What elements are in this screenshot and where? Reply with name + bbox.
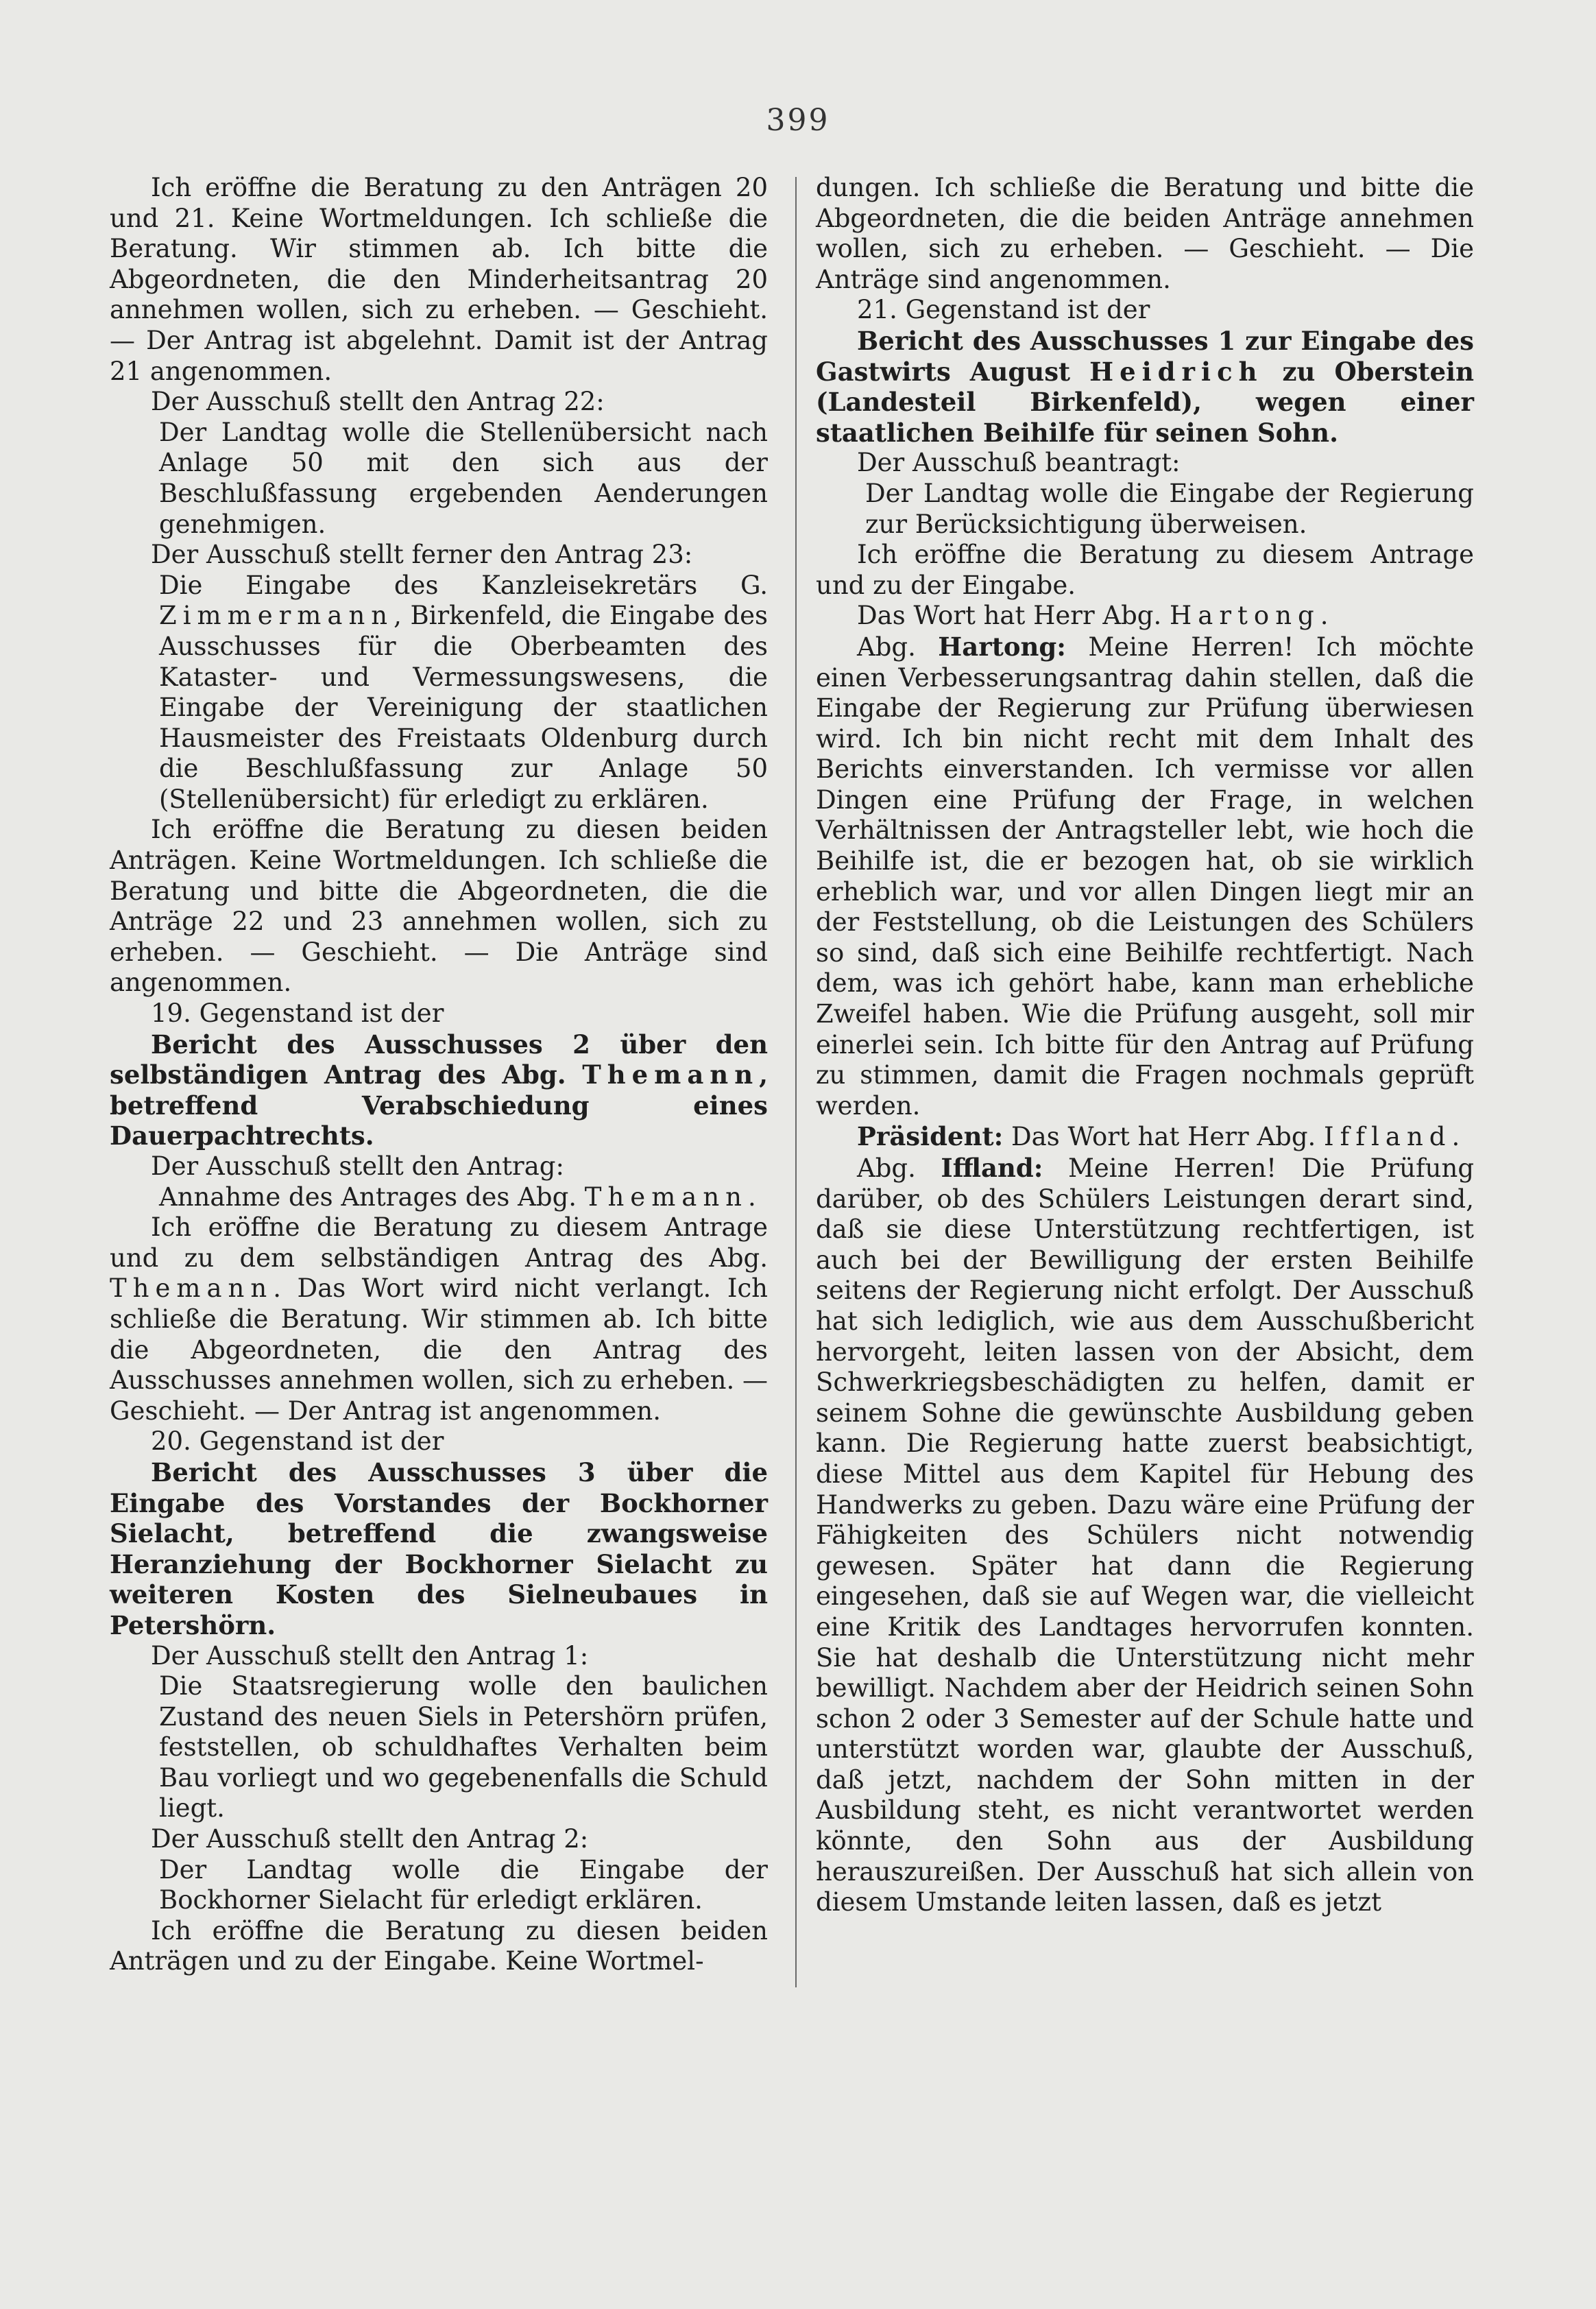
paragraph: Der Ausschuß stellt den Antrag 2: [151, 1824, 589, 1854]
report-heading: Bericht des Ausschusses 2 über den selbständigen Antrag des Abg. Themann, betreffend Verabschiedung eines Dauerpachtrechts. [110, 1029, 768, 1151]
left-column [110, 173, 768, 1977]
name-spaced: Iffland [1324, 1122, 1452, 1152]
paragraph: Der Ausschuß stellt ferner den Antrag 23: [151, 540, 693, 570]
motion-text: Die Eingabe des Kanzleisekretärs G. Zimmermann, Birkenfeld, die Eingabe des Ausschusses für die Oberbeamten des Kataster- und Vermessungswesens, die Eingabe der Vereinigung der staatlichen Hausmeister des Freistaats Oldenburg durch die Beschlußfassung zur Anlage 50 (Stellenübersicht) für erledigt zu erklären. [159, 570, 768, 814]
paragraph: Der Ausschuß beantragt: [857, 448, 1181, 478]
report-heading: Bericht des Ausschusses 3 über die Eingabe des Vorstandes der Bockhorner Sielacht, betreffend die zwangsweise Heranziehung der Bockhorner Sielacht zu weiteren Kosten des Sielneubaues in Petershörn. [110, 1457, 768, 1640]
agenda-item: 19. Gegenstand ist der [151, 998, 444, 1029]
speech-paragraph: Präsident: Das Wort hat Herr Abg. Iffland. [857, 1121, 1460, 1152]
speech-paragraph: Abg. Iffland: Meine Herren! Die Prüfung darüber, ob des Schülers Leistungen derart sind, daß sie diese Unterstützung rechtfertigen, ist auch bei der Bewilligung der ersten Beihilfe seitens der Regierung nicht erfolgt. Der Ausschuß hat sich lediglich, wie aus dem Ausschußbericht hervorgeht, leiten lassen von der Absicht, dem Schwerkriegsbeschädigten zu helfen, damit er seinem Sohne die gewünschte Ausbildung geben kann. Die Regierung hatte zuerst beabsichtigt, diese Mittel aus dem Kapitel für Hebung des Handwerks zu geben. Dazu wäre eine Prüfung der Fähigkeiten des Schülers nicht notwendig gewesen. Später hat dann die Regierung eingesehen, daß sie auf Wegen war, die vielleicht eine Kritik des Landtages hervorrufen konnten. Sie hat deshalb die Unterstützung nicht mehr bewilligt. Nachdem aber der Heidrich seinen Sohn schon 2 oder 3 Semester auf der Schule hatte und unterstützt worden war, glaubte der Ausschuß, daß jetzt, nachdem der Sohn mitten in der Ausbildung steht, es nicht verantwortet werden könnte, den Sohn aus der Ausbildung herauszureißen. Der Ausschuß hat sich allein von diesem Umstande leiten lassen, daß es jetzt [816, 1153, 1474, 1917]
name-spaced: Heidrich [1089, 356, 1264, 387]
paragraph: Der Ausschuß stellt den Antrag: [151, 1151, 564, 1181]
paragraph: Ich eröffne die Beratung zu den Anträgen 20 und 21. Keine Wortmeldungen. Ich schließe die Beratung. Wir stimmen ab. Ich bitte die Abgeordneten, die den Minderheitsantrag 20 annehmen wollen, sich zu erheben. — Geschieht. — Der Antrag ist abgelehnt. Damit ist der Antrag 21 angenommen. [110, 173, 768, 386]
paragraph: Der Ausschuß stellt den Antrag 1: [151, 1640, 589, 1671]
speaker-name: Präsident: [857, 1121, 1004, 1152]
agenda-item: 20. Gegenstand ist der [151, 1426, 444, 1457]
speech-paragraph: Abg. Hartong: Meine Herren! Ich möchte einen Verbesserungsantrag dahin stellen, daß die Eingabe der Regierung zur Prüfung überwiesen wird. Ich bin nicht recht mit dem Inhalt des Berichts einverstanden. Ich vermisse vor allen Dingen eine Prüfung der Frage, in welchen Verhältnissen der Antragsteller lebt, wie hoch die Beihilfe ist, die er bezogen hat, ob sie wirklich erheblich war, und vor allen Dingen liegt mir an der Feststellung, ob die Leistungen des Schülers so sind, daß sich eine Beihilfe rechtfertigt. Nach dem, was ich gehört habe, kann man erhebliche Zweifel haben. Wie die Prüfung ausgeht, soll mir einerlei sein. Ich bitte für den Antrag auf Prüfung zu stimmen, damit die Fragen nochmals geprüft werden. [816, 631, 1474, 1121]
paragraph: Ich eröffne die Beratung zu diesem Antrage und zu der Eingabe. [816, 540, 1474, 600]
paragraph: dungen. Ich schließe die Beratung und bitte die Abgeordneten, die die beiden Anträge annehmen wollen, sich zu erheben. — Geschieht. — Die Anträge sind angenommen. [816, 173, 1474, 294]
motion-text: Die Staatsregierung wolle den baulichen Zustand des neuen Siels in Petershörn prüfen, feststellen, ob schuldhaftes Verhalten beim Bau vorliegt und wo gegebenenfalls die Schuld liegt. [159, 1671, 768, 1823]
motion-text: Der Landtag wolle die Stellenübersicht nach Anlage 50 mit den sich aus der Beschlußfassung ergebenden Aenderungen genehmigen. [159, 417, 768, 539]
paragraph: Ich eröffne die Beratung zu diesen beiden Anträgen und zu der Eingabe. Keine Wortmel- [110, 1915, 768, 1976]
column-divider [795, 177, 797, 1987]
paragraph: Der Ausschuß stellt den Antrag 22: [151, 387, 605, 417]
name-spaced: Themann [110, 1273, 274, 1304]
right-column [816, 173, 1474, 1918]
name-spaced: Zimmermann [159, 601, 394, 631]
motion-text: Der Landtag wolle die Eingabe der Bockhorner Sielacht für erledigt erklären. [159, 1854, 768, 1915]
name-spaced: Themann [584, 1182, 749, 1212]
speaker-name: Iffland: [941, 1153, 1043, 1183]
agenda-item: 21. Gegenstand ist der [857, 295, 1150, 325]
paragraph: Ich eröffne die Beratung zu diesen beiden Anträgen. Keine Wortmeldungen. Ich schließe die Beratung und bitte die Abgeordneten, die die Anträge 22 und 23 annehmen wollen, sich zu erheben. — Geschieht. — Die Anträge sind angenommen. [110, 815, 768, 998]
paragraph: Ich eröffne die Beratung zu diesem Antrage und zu dem selbständigen Antrag des Abg. Themann. Das Wort wird nicht verlangt. Ich schließe die Beratung. Wir stimmen ab. Ich bitte die Abgeordneten, die den Antrag des Ausschusses annehmen wollen, sich zu erheben. — Geschieht. — Der Antrag ist angenommen. [110, 1212, 768, 1426]
motion-text: Annahme des Antrages des Abg. Themann. [159, 1182, 756, 1212]
speaker-name: Hartong: [938, 631, 1066, 662]
motion-text: Der Landtag wolle die Eingabe der Regierung zur Berücksichtigung überweisen. [865, 478, 1474, 539]
name-spaced: Hartong [1170, 601, 1320, 631]
report-heading: Bericht des Ausschusses 1 zur Eingabe des Gastwirts August Heidrich zu Oberstein (Landesteil Birkenfeld), wegen einer staatlichen Beihilfe für seinen Sohn. [816, 325, 1474, 448]
page-number: 399 [766, 103, 830, 138]
paragraph: Das Wort hat Herr Abg. Hartong. [857, 601, 1329, 631]
name-spaced: Themann [582, 1060, 760, 1090]
